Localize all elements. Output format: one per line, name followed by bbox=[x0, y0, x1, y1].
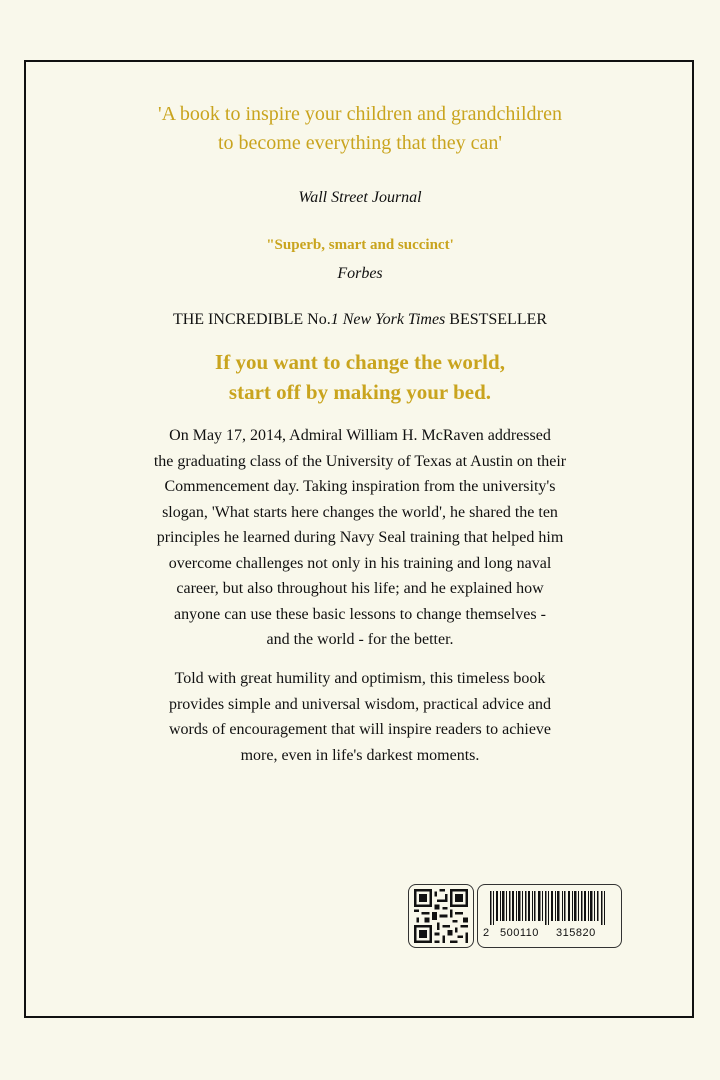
paragraph-line: words of encouragement that will inspire readers to achieve bbox=[168, 721, 552, 738]
paragraph-line: principles he learned during Navy Seal training that helped him bbox=[156, 529, 564, 546]
qr-code bbox=[408, 884, 474, 948]
bestseller-italic: 1 New York Times bbox=[330, 311, 446, 328]
quote-line: to become everything that they can' bbox=[217, 132, 503, 154]
paragraph-line: On May 17, 2014, Admiral William H. McRaven addressed bbox=[169, 427, 551, 444]
paragraph-line: the graduating class of the University of Texas at Austin on their bbox=[153, 452, 567, 470]
paragraph-line: overcome challenges not only in his training and long naval bbox=[168, 554, 552, 572]
review-quote-forbes: "Superb, smart and succinct' bbox=[266, 237, 454, 253]
review-source-forbes: Forbes bbox=[337, 265, 383, 282]
description-paragraph-2 bbox=[0, 666, 720, 768]
qr-code-icon bbox=[414, 889, 468, 943]
barcode-digits-right: 315820 bbox=[556, 927, 596, 939]
quote-line: 'A book to inspire your children and grandchildren bbox=[157, 103, 563, 125]
review-source-wsj: Wall Street Journal bbox=[298, 189, 422, 206]
paragraph-line: Told with great humility and optimism, this timeless book bbox=[174, 670, 546, 687]
bestseller-suffix: BESTSELLER bbox=[445, 311, 548, 328]
paragraph-line: slogan, 'What starts here changes the world', he shared the ten bbox=[162, 503, 558, 521]
bestseller-banner bbox=[0, 311, 720, 329]
tagline-line: If you want to change the world, bbox=[215, 350, 505, 374]
paragraph-line: Commencement day. Taking inspiration from the university's bbox=[164, 478, 556, 495]
tagline-line: start off by making your bed. bbox=[228, 380, 492, 404]
barcode-digits-left: 500110 bbox=[500, 927, 539, 939]
tagline bbox=[0, 347, 720, 407]
paragraph-line: anyone can use these basic lessons to change themselves - bbox=[174, 605, 546, 623]
paragraph-line: provides simple and universal wisdom, practical advice and bbox=[168, 695, 552, 713]
barcode bbox=[477, 884, 622, 948]
review-quote-wsj bbox=[0, 100, 720, 158]
bestseller-prefix: THE INCREDIBLE No. bbox=[172, 311, 331, 328]
paragraph-line: career, but also throughout his life; and he explained how bbox=[176, 580, 544, 597]
description-paragraph-1 bbox=[0, 423, 720, 653]
barcode-lead-digit: 2 bbox=[483, 927, 490, 939]
paragraph-line: more, even in life's darkest moments. bbox=[240, 746, 480, 764]
paragraph-line: and the world - for the better. bbox=[266, 631, 454, 648]
barcode-bars bbox=[478, 885, 623, 931]
